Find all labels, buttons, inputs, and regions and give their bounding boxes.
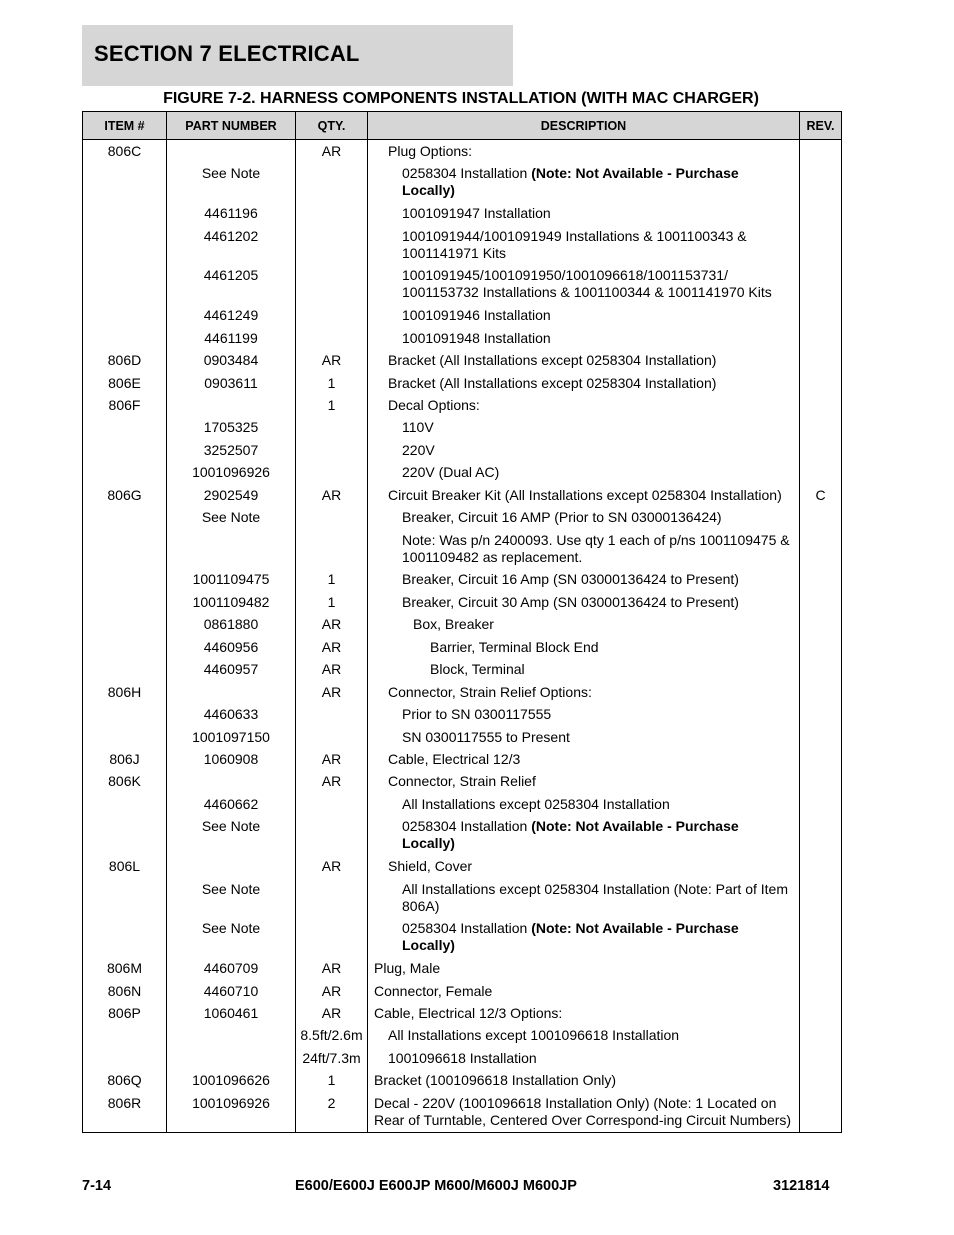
cell-part-number: 1060908 — [167, 748, 296, 770]
cell-description — [368, 349, 800, 371]
cell-part-number: See Note — [167, 815, 296, 855]
table-row — [83, 793, 842, 815]
cell-part-number: 1001097150 — [167, 726, 296, 748]
cell-description — [368, 439, 800, 461]
cell-item: 806F — [83, 394, 167, 416]
description-note: (Note: Not Available - Purchase Locally) — [402, 920, 739, 954]
cell-qty — [296, 506, 368, 528]
description-text: 220V (Dual AC) — [402, 464, 500, 481]
footer-models: E600/E600J E600JP M600/M600J M600JP — [295, 1178, 577, 1194]
cell-description — [368, 140, 800, 163]
cell-part-number: 4460710 — [167, 980, 296, 1002]
cell-qty: AR — [296, 980, 368, 1002]
parts-table — [82, 111, 842, 1133]
cell-rev — [800, 1092, 842, 1132]
cell-description — [368, 327, 800, 349]
cell-qty: AR — [296, 140, 368, 163]
cell-part-number: 3252507 — [167, 439, 296, 461]
cell-qty: AR — [296, 957, 368, 979]
description-text: Cable, Electrical 12/3 Options: — [374, 1004, 563, 1021]
cell-description — [368, 681, 800, 703]
table-row — [83, 304, 842, 326]
cell-rev: C — [800, 484, 842, 506]
description-text: All Installations except 0258304 Installation (Note: Part of Item 806A) — [402, 880, 788, 914]
filler-cell — [167, 1132, 296, 1133]
cell-part-number: 4460633 — [167, 703, 296, 725]
cell-description — [368, 202, 800, 224]
cell-item — [83, 225, 167, 265]
cell-part-number: 4460709 — [167, 957, 296, 979]
cell-description — [368, 162, 800, 202]
cell-description — [368, 1047, 800, 1069]
cell-item: 806J — [83, 748, 167, 770]
cell-description — [368, 855, 800, 877]
table-row — [83, 506, 842, 528]
cell-part-number: 1705325 — [167, 416, 296, 438]
header-qty: QTY. — [296, 112, 368, 140]
table-row — [83, 917, 842, 957]
cell-qty: 8.5ft/2.6m — [296, 1024, 368, 1046]
cell-item — [83, 917, 167, 957]
cell-qty — [296, 878, 368, 918]
cell-item: 806K — [83, 770, 167, 792]
description-text: 1001096618 Installation — [388, 1049, 537, 1066]
description-text: 1001091947 Installation — [402, 205, 551, 222]
description-text: Barrier, Terminal Block End — [430, 638, 599, 655]
table-row — [83, 162, 842, 202]
cell-description — [368, 793, 800, 815]
cell-qty: 1 — [296, 394, 368, 416]
cell-qty: AR — [296, 748, 368, 770]
description-text: Connector, Female — [374, 982, 493, 999]
cell-rev — [800, 658, 842, 680]
cell-rev — [800, 506, 842, 528]
cell-part-number — [167, 529, 296, 569]
cell-rev — [800, 225, 842, 265]
description-text: Box, Breaker — [413, 616, 494, 633]
cell-rev — [800, 1069, 842, 1091]
cell-item — [83, 878, 167, 918]
cell-item: 806L — [83, 855, 167, 877]
cell-qty: AR — [296, 855, 368, 877]
table-row — [83, 591, 842, 613]
cell-description — [368, 1092, 800, 1132]
cell-qty: 2 — [296, 1092, 368, 1132]
table-row — [83, 855, 842, 877]
cell-rev — [800, 416, 842, 438]
cell-description — [368, 703, 800, 725]
table-row — [83, 1069, 842, 1091]
cell-part-number: 0903484 — [167, 349, 296, 371]
cell-description — [368, 461, 800, 483]
table-row — [83, 529, 842, 569]
description-text: Connector, Strain Relief — [388, 773, 536, 790]
table-row — [83, 484, 842, 506]
table-row — [83, 980, 842, 1002]
cell-description — [368, 416, 800, 438]
cell-description — [368, 304, 800, 326]
cell-description — [368, 264, 800, 304]
cell-item — [83, 202, 167, 224]
description-text: Plug, Male — [374, 960, 441, 977]
cell-part-number: 4461199 — [167, 327, 296, 349]
table-row — [83, 264, 842, 304]
table-row — [83, 815, 842, 855]
cell-part-number: 4461196 — [167, 202, 296, 224]
header-description: DESCRIPTION — [368, 112, 800, 140]
cell-description — [368, 878, 800, 918]
cell-rev — [800, 855, 842, 877]
cell-qty — [296, 439, 368, 461]
cell-part-number: 4461205 — [167, 264, 296, 304]
cell-rev — [800, 349, 842, 371]
cell-rev — [800, 726, 842, 748]
cell-qty — [296, 327, 368, 349]
table-row — [83, 372, 842, 394]
description-text: 1001091946 Installation — [402, 307, 551, 324]
cell-part-number — [167, 1047, 296, 1069]
table-row — [83, 1047, 842, 1069]
description-text: All Installations except 0258304 Installation — [402, 795, 670, 812]
footer-doc-number: 3121814 — [773, 1178, 830, 1194]
cell-part-number — [167, 140, 296, 163]
cell-rev — [800, 1002, 842, 1024]
cell-item: 806P — [83, 1002, 167, 1024]
cell-item — [83, 636, 167, 658]
cell-rev — [800, 957, 842, 979]
table-row — [83, 878, 842, 918]
description-text: 0258304 Installation — [402, 818, 532, 835]
table-row — [83, 461, 842, 483]
cell-description — [368, 591, 800, 613]
table-row — [83, 703, 842, 725]
cell-item — [83, 264, 167, 304]
cell-qty: 1 — [296, 372, 368, 394]
cell-part-number: 1001109475 — [167, 568, 296, 590]
cell-rev — [800, 1024, 842, 1046]
cell-rev — [800, 748, 842, 770]
cell-part-number: 2902549 — [167, 484, 296, 506]
table-header-row — [83, 112, 842, 140]
cell-item: 806E — [83, 372, 167, 394]
filler-cell — [83, 1132, 167, 1133]
cell-part-number: 4461249 — [167, 304, 296, 326]
cell-description — [368, 394, 800, 416]
cell-part-number — [167, 855, 296, 877]
table-body — [83, 140, 842, 1133]
cell-item — [83, 416, 167, 438]
cell-item — [83, 658, 167, 680]
cell-rev — [800, 202, 842, 224]
cell-description — [368, 917, 800, 957]
cell-item — [83, 162, 167, 202]
cell-qty — [296, 529, 368, 569]
cell-item — [83, 1047, 167, 1069]
cell-rev — [800, 327, 842, 349]
cell-part-number: 1060461 — [167, 1002, 296, 1024]
header-item: ITEM # — [83, 112, 167, 140]
cell-qty: 1 — [296, 568, 368, 590]
cell-qty — [296, 461, 368, 483]
description-text: Note: Was p/n 2400093. Use qty 1 each of p/ns 1001109475 & 1001109482 as replacement. — [402, 531, 790, 565]
cell-item — [83, 703, 167, 725]
cell-part-number: 1001096926 — [167, 461, 296, 483]
cell-description — [368, 529, 800, 569]
header-rev: REV. — [800, 112, 842, 140]
description-text: 1001091948 Installation — [402, 329, 551, 346]
cell-rev — [800, 878, 842, 918]
table-row — [83, 568, 842, 590]
cell-item: 806M — [83, 957, 167, 979]
cell-part-number: 1001096926 — [167, 1092, 296, 1132]
cell-part-number: 0861880 — [167, 613, 296, 635]
figure-title: FIGURE 7-2. HARNESS COMPONENTS INSTALLATION (WITH MAC CHARGER) — [163, 90, 759, 107]
cell-part-number: See Note — [167, 878, 296, 918]
cell-part-number: 4460662 — [167, 793, 296, 815]
header-part-number: PART NUMBER — [167, 112, 296, 140]
description-text: Block, Terminal — [430, 661, 525, 678]
cell-rev — [800, 529, 842, 569]
cell-rev — [800, 372, 842, 394]
cell-part-number: See Note — [167, 162, 296, 202]
description-text: Decal Options: — [388, 397, 480, 414]
table-row — [83, 140, 842, 163]
description-text: Breaker, Circuit 16 AMP (Prior to SN 03000136424) — [402, 509, 722, 526]
description-text: Bracket (All Installations except 0258304 Installation) — [388, 352, 717, 369]
cell-item — [83, 613, 167, 635]
cell-part-number: See Note — [167, 917, 296, 957]
cell-description — [368, 1069, 800, 1091]
description-text: 1001091945/1001091950/1001096618/1001153731/ 1001153732 Installations & 1001100344 & 1001141970 Kits — [402, 267, 772, 301]
cell-part-number: 4460956 — [167, 636, 296, 658]
cell-item: 806D — [83, 349, 167, 371]
cell-rev — [800, 703, 842, 725]
cell-description — [368, 748, 800, 770]
table-row — [83, 957, 842, 979]
cell-qty: 24ft/7.3m — [296, 1047, 368, 1069]
cell-rev — [800, 1047, 842, 1069]
filler-cell — [800, 1132, 842, 1133]
table-row — [83, 1092, 842, 1132]
cell-qty — [296, 815, 368, 855]
cell-part-number: 1001109482 — [167, 591, 296, 613]
cell-qty: AR — [296, 658, 368, 680]
cell-description — [368, 613, 800, 635]
table-row — [83, 748, 842, 770]
description-text: 1001091944/1001091949 Installations & 1001100343 & 1001141971 Kits — [402, 227, 747, 261]
cell-rev — [800, 591, 842, 613]
cell-rev — [800, 613, 842, 635]
cell-description — [368, 484, 800, 506]
table-row — [83, 439, 842, 461]
cell-part-number: 1001096626 — [167, 1069, 296, 1091]
description-text: 110V — [402, 419, 434, 436]
description-text: Connector, Strain Relief Options: — [388, 683, 592, 700]
cell-item — [83, 529, 167, 569]
cell-item — [83, 461, 167, 483]
cell-rev — [800, 394, 842, 416]
description-text: Prior to SN 0300117555 — [402, 706, 552, 723]
footer-page-number: 7-14 — [82, 1178, 112, 1194]
description-text: Circuit Breaker Kit (All Installations except 0258304 Installation) — [388, 486, 782, 503]
description-text: Bracket (All Installations except 0258304 Installation) — [388, 374, 717, 391]
cell-rev — [800, 681, 842, 703]
cell-description — [368, 957, 800, 979]
cell-item: 806C — [83, 140, 167, 163]
cell-qty: 1 — [296, 1069, 368, 1091]
description-text: Bracket (1001096618 Installation Only) — [374, 1072, 617, 1089]
table-row — [83, 416, 842, 438]
table-row — [83, 327, 842, 349]
cell-qty: AR — [296, 1002, 368, 1024]
cell-description — [368, 770, 800, 792]
cell-qty: 1 — [296, 591, 368, 613]
description-text: 0258304 Installation — [402, 920, 532, 937]
table-row — [83, 394, 842, 416]
cell-description — [368, 636, 800, 658]
description-text: Breaker, Circuit 30 Amp (SN 03000136424 to Present) — [402, 593, 739, 610]
cell-qty — [296, 304, 368, 326]
cell-part-number — [167, 394, 296, 416]
description-text: Shield, Cover — [388, 858, 473, 875]
cell-description — [368, 506, 800, 528]
cell-qty — [296, 726, 368, 748]
cell-item — [83, 304, 167, 326]
filler-cell — [368, 1132, 800, 1133]
cell-rev — [800, 980, 842, 1002]
description-text: Cable, Electrical 12/3 — [388, 750, 521, 767]
cell-qty — [296, 793, 368, 815]
cell-item — [83, 793, 167, 815]
cell-item — [83, 1024, 167, 1046]
description-text: 220V — [402, 441, 435, 458]
table-row — [83, 349, 842, 371]
cell-description — [368, 658, 800, 680]
cell-qty — [296, 703, 368, 725]
cell-description — [368, 815, 800, 855]
cell-part-number — [167, 770, 296, 792]
cell-item — [83, 327, 167, 349]
cell-description — [368, 1002, 800, 1024]
table-row — [83, 726, 842, 748]
cell-rev — [800, 793, 842, 815]
description-text: SN 0300117555 to Present — [402, 728, 570, 745]
table-row — [83, 1002, 842, 1024]
table-row — [83, 613, 842, 635]
description-text: Breaker, Circuit 16 Amp (SN 03000136424 to Present) — [402, 571, 739, 588]
cell-part-number: 4461202 — [167, 225, 296, 265]
cell-qty: AR — [296, 770, 368, 792]
cell-rev — [800, 439, 842, 461]
description-text: Decal - 220V (1001096618 Installation Only) (Note: 1 Located on Rear of Turntable, Centered Over Correspond-ing Circuit Numbers) — [374, 1094, 792, 1128]
cell-description — [368, 726, 800, 748]
cell-part-number: 0903611 — [167, 372, 296, 394]
cell-item: 806H — [83, 681, 167, 703]
table-row — [83, 770, 842, 792]
cell-description — [368, 980, 800, 1002]
cell-rev — [800, 568, 842, 590]
cell-rev — [800, 264, 842, 304]
cell-rev — [800, 140, 842, 163]
section-title: SECTION 7 ELECTRICAL — [94, 41, 360, 66]
cell-qty — [296, 162, 368, 202]
cell-rev — [800, 770, 842, 792]
cell-qty — [296, 264, 368, 304]
cell-item — [83, 726, 167, 748]
description-text: 0258304 Installation — [402, 165, 532, 182]
cell-qty: AR — [296, 636, 368, 658]
cell-item — [83, 815, 167, 855]
cell-item: 806G — [83, 484, 167, 506]
cell-rev — [800, 162, 842, 202]
cell-item: 806N — [83, 980, 167, 1002]
cell-part-number: See Note — [167, 506, 296, 528]
description-note: (Note: Not Available - Purchase Locally) — [402, 165, 739, 199]
cell-part-number — [167, 1024, 296, 1046]
description-text: All Installations except 1001096618 Installation — [388, 1027, 680, 1044]
cell-description — [368, 372, 800, 394]
cell-rev — [800, 917, 842, 957]
cell-item — [83, 506, 167, 528]
cell-description — [368, 225, 800, 265]
table-row — [83, 636, 842, 658]
table-filler-row — [83, 1132, 842, 1133]
cell-item — [83, 439, 167, 461]
table-row — [83, 681, 842, 703]
cell-rev — [800, 304, 842, 326]
filler-cell — [296, 1132, 368, 1133]
cell-item: 806Q — [83, 1069, 167, 1091]
cell-description — [368, 1024, 800, 1046]
cell-item — [83, 591, 167, 613]
table-row — [83, 202, 842, 224]
cell-qty: AR — [296, 613, 368, 635]
table-row — [83, 658, 842, 680]
cell-rev — [800, 636, 842, 658]
cell-qty — [296, 202, 368, 224]
cell-part-number: 4460957 — [167, 658, 296, 680]
cell-item — [83, 568, 167, 590]
cell-part-number — [167, 681, 296, 703]
cell-qty: AR — [296, 349, 368, 371]
cell-rev — [800, 461, 842, 483]
cell-qty: AR — [296, 484, 368, 506]
cell-qty — [296, 917, 368, 957]
cell-description — [368, 568, 800, 590]
description-text: Plug Options: — [388, 143, 473, 159]
cell-qty — [296, 225, 368, 265]
table-row — [83, 1024, 842, 1046]
description-note: (Note: Not Available - Purchase Locally) — [402, 818, 739, 852]
cell-qty: AR — [296, 681, 368, 703]
cell-rev — [800, 815, 842, 855]
table-row — [83, 225, 842, 265]
cell-qty — [296, 416, 368, 438]
cell-item: 806R — [83, 1092, 167, 1132]
